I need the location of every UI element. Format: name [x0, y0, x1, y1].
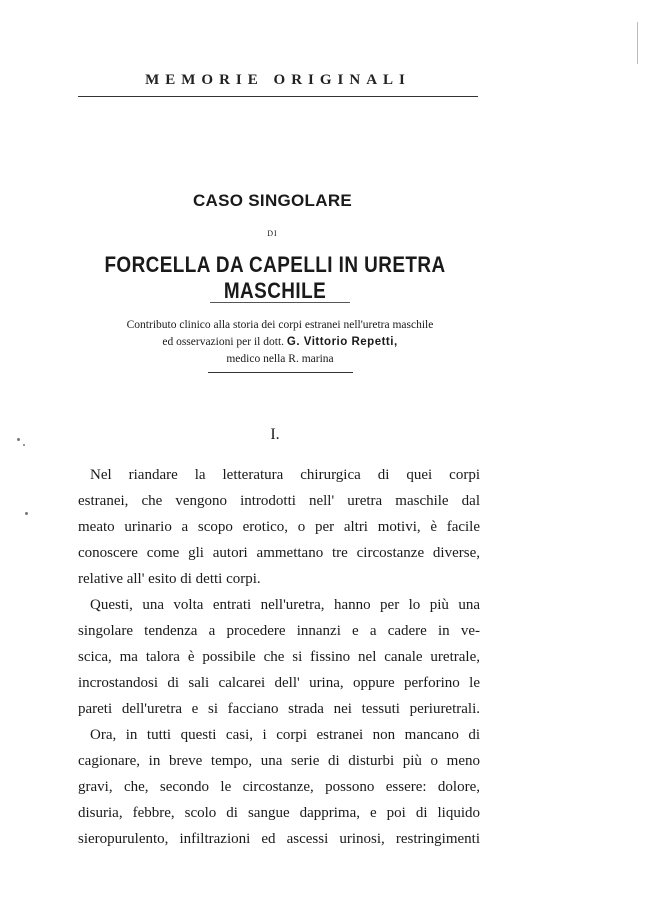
article-subtitle	[70, 317, 490, 368]
subtitle-line2	[70, 334, 490, 351]
body-line: relative all' esito di detti corpi.	[78, 571, 261, 587]
body-line: sieropurulento, infiltrazioni ed ascessi urinosi, restringimenti	[78, 831, 480, 847]
body-line: scica, ma talora è possibile che si fissino nel canale uretrale,	[78, 649, 480, 665]
article-title-line3: FORCELLA DA CAPELLI IN URETRA MASCHILE	[104, 252, 446, 303]
body-line: disuria, febbre, scolo di sangue dapprima, e poi di liquido	[78, 805, 480, 821]
body-line: pareti dell'uretra e si facciano strada nei tessuti periuretrali.	[78, 701, 480, 717]
scan-edge-mark	[637, 22, 638, 64]
scan-speck	[25, 512, 28, 515]
body-line: cagionare, in breve tempo, una serie di disturbi più o meno	[78, 753, 480, 769]
subtitle-line1: Contributo clinico alla storia dei corpi estranei nell'uretra maschile	[126, 319, 434, 331]
article-title-connector: DI	[267, 229, 278, 238]
article-title-line1: CASO SINGOLARE	[192, 191, 353, 210]
body-line: meato urinario a scopo erotico, o per altri motivi, è facile	[78, 519, 480, 535]
body-line: Ora, in tutti questi casi, i corpi estranei non mancano di	[90, 727, 480, 743]
header-rule	[78, 96, 478, 97]
body-text	[78, 462, 480, 852]
subtitle-line3: medico nella R. marina	[226, 353, 334, 365]
subtitle-line2-prefix: ed osservazioni per il dott.	[162, 336, 285, 348]
title-rule	[210, 302, 350, 303]
scan-speck	[17, 438, 20, 441]
body-line: Nel riandare la letteratura chirurgica di quei corpi	[90, 467, 480, 483]
author-name: G. Vittorio Repetti,	[286, 336, 398, 348]
body-line: Questi, una volta entrati nell'uretra, hanno per lo più una	[90, 597, 480, 613]
subtitle-rule	[208, 372, 353, 373]
body-line: singolare tendenza a procedere innanzi e a cadere in ve-	[78, 623, 480, 639]
section-number: I.	[270, 426, 280, 443]
body-line: estranei, che vengono introdotti nell' uretra maschile dal	[78, 493, 480, 509]
running-head: MEMORIE ORIGINALI	[145, 72, 411, 88]
body-line: conoscere come gli autori ammettano tre circostanze diverse,	[78, 545, 480, 561]
body-line: gravi, che, secondo le circostanze, possono essere: dolore,	[78, 779, 480, 795]
body-line: incrostandosi di sali calcarei dell' urina, oppure perforino le	[78, 675, 480, 691]
scan-speck	[23, 444, 25, 446]
